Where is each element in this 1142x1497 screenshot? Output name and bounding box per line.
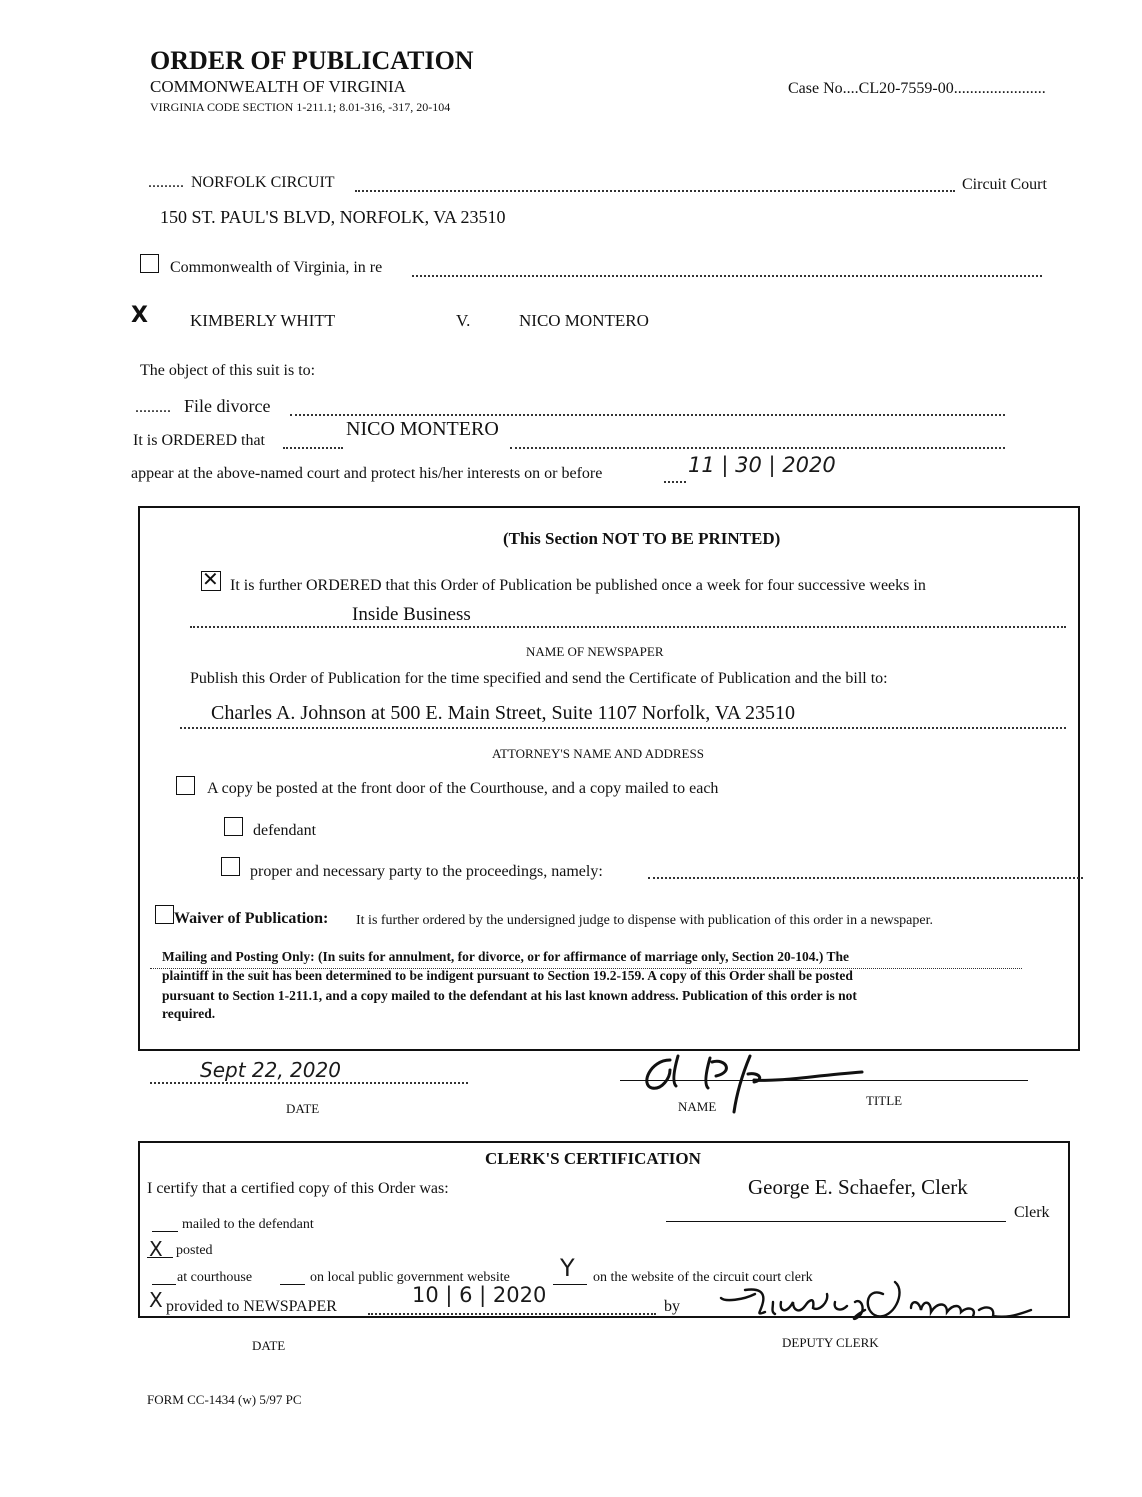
judge-signature (630, 1050, 870, 1116)
commonwealth-line (412, 275, 1042, 277)
waiver-checkbox[interactable] (155, 905, 174, 924)
commonwealth-label: Commonwealth of Virginia, in re (170, 259, 383, 276)
state-line: COMMONWEALTH OF VIRGINIA (150, 77, 406, 96)
clerk-name: George E. Schaefer, Clerk (748, 1175, 968, 1199)
party-option: proper and necessary party to the proceedings, namely: (250, 863, 603, 880)
object-prefix-dots: ......... (135, 399, 171, 416)
attorney-line (180, 727, 1066, 729)
courthouse-option: at courthouse (177, 1270, 253, 1285)
provided-option: provided to NEWSPAPER (166, 1298, 337, 1315)
name-label: NAME (678, 1099, 717, 1114)
newspaper-line (190, 626, 1066, 628)
clerk-signature-line (666, 1221, 1006, 1222)
defendant-option: defendant (253, 822, 317, 839)
local-website-option: on local public government website (310, 1270, 510, 1285)
by-label: by (664, 1298, 680, 1315)
deputy-signature-text (760, 1285, 773, 1287)
mailing-text-1: (In suits for annulment, for divorce, or for affirmance of marriage only, Section 20-104.) The (318, 949, 849, 964)
ordered-party: NICO MONTERO (346, 418, 499, 440)
ordered-prefix-line (283, 447, 343, 449)
case-value: CL20-7559-00 (858, 80, 954, 97)
mailing-dotted-rule (150, 968, 1022, 969)
court-prefix-dots: ......... (148, 174, 184, 191)
local-website-blank[interactable] (280, 1284, 305, 1285)
mailing-line-3: pursuant to Section 1-211.1, and a copy mailed to the defendant at his last known address. Publication of this order is not (162, 988, 857, 1003)
provided-line (368, 1313, 656, 1315)
publish-checkbox[interactable] (201, 571, 221, 591)
defendant-checkbox[interactable] (224, 817, 243, 836)
newspaper-caption: NAME OF NEWSPAPER (526, 644, 664, 659)
party-checkbox[interactable] (221, 857, 240, 876)
date-line (150, 1082, 468, 1084)
clerk-heading: CLERK'S CERTIFICATION (485, 1149, 701, 1168)
object-line (290, 414, 1005, 416)
title-label: TITLE (866, 1093, 903, 1108)
date-label: DATE (286, 1101, 320, 1116)
appear-prefix-line (664, 481, 686, 483)
waiver-text: It is further ordered by the undersigned judge to dispense with publication of this order in a newspaper. (356, 913, 933, 928)
mailing-line-2: plaintiff in the suit has been determined to be indigent pursuant to Section 19.2-159. A copy of this Order shall be posted (162, 968, 853, 983)
object-label: The object of this suit is to: (140, 362, 316, 379)
clerk-label: Clerk (1014, 1204, 1050, 1221)
posted-mark: X (149, 1237, 163, 1261)
mailed-option: mailed to the defendant (182, 1217, 314, 1232)
case-label: Case No.... (788, 80, 859, 97)
form-number: FORM CC-1434 (w) 5/97 PC (147, 1392, 302, 1407)
send-text: Publish this Order of Publication for the time specified and send the Certificate of Publication and the bill to: (190, 670, 888, 687)
attorney-caption: ATTORNEY'S NAME AND ADDRESS (492, 746, 704, 761)
versus: V. (456, 311, 471, 330)
attorney-value: Charles A. Johnson at 500 E. Main Street, Suite 1107 Norfolk, VA 23510 (211, 702, 796, 724)
deputy-signature (715, 1272, 1050, 1330)
ordered-line (510, 447, 1005, 449)
clerk-website-option: on the website of the circuit court clerk (593, 1270, 813, 1285)
plaintiff-name: KIMBERLY WHITT (190, 311, 336, 330)
courthouse-blank[interactable] (152, 1284, 176, 1285)
deputy-clerk-label: DEPUTY CLERK (782, 1335, 879, 1350)
order-date: Sept 22, 2020 (200, 1058, 341, 1082)
mailing-line-4: required. (162, 1006, 216, 1021)
mailing-title: Mailing and Posting Only: (162, 949, 315, 964)
party-line (648, 877, 1083, 879)
court-line (355, 190, 955, 192)
parties-checkbox-mark[interactable]: X (131, 303, 148, 328)
commonwealth-checkbox[interactable] (140, 254, 159, 273)
code-line: VIRGINIA CODE SECTION 1-211.1; 8.01-316, -317, 20-104 (150, 100, 451, 114)
court-name: NORFOLK CIRCUIT (191, 174, 335, 191)
mailed-blank[interactable] (152, 1231, 178, 1232)
form-title: ORDER OF PUBLICATION (150, 46, 474, 75)
publish-text: It is further ORDERED that this Order of Publication be published once a week for four successive weeks in (230, 577, 926, 594)
certify-text: I certify that a certified copy of this Order was: (147, 1180, 449, 1197)
court-address: 150 ST. PAUL'S BLVD, NORFOLK, VA 23510 (160, 207, 506, 227)
waiver-title: Waiver of Publication: (174, 910, 329, 927)
posted-option: posted (176, 1243, 213, 1258)
clerk-website-mark: Y (560, 1254, 575, 1282)
clerk-website-blank[interactable] (553, 1284, 587, 1285)
ordered-label: It is ORDERED that (133, 432, 265, 449)
provided-date: 10 | 6 | 2020 (412, 1283, 547, 1307)
appear-label: appear at the above-named court and protect his/her interests on or before (131, 465, 603, 482)
posted-checkbox[interactable] (176, 776, 195, 795)
appear-date: 11 | 30 | 2020 (688, 453, 836, 477)
object-value: File divorce (184, 396, 271, 416)
case-number: Case No....CL20-7559-00....................... (788, 80, 1046, 97)
provided-mark: X (149, 1288, 163, 1312)
mailing-line-1 (162, 949, 849, 965)
newspaper-name: Inside Business (352, 604, 471, 625)
not-printed-heading: (This Section NOT TO BE PRINTED) (503, 529, 781, 548)
posted-text: A copy be posted at the front door of the Courthouse, and a copy mailed to each (207, 780, 719, 797)
clerk-date-label: DATE (252, 1338, 286, 1353)
defendant-name: NICO MONTERO (519, 311, 649, 330)
court-suffix: Circuit Court (962, 176, 1047, 193)
